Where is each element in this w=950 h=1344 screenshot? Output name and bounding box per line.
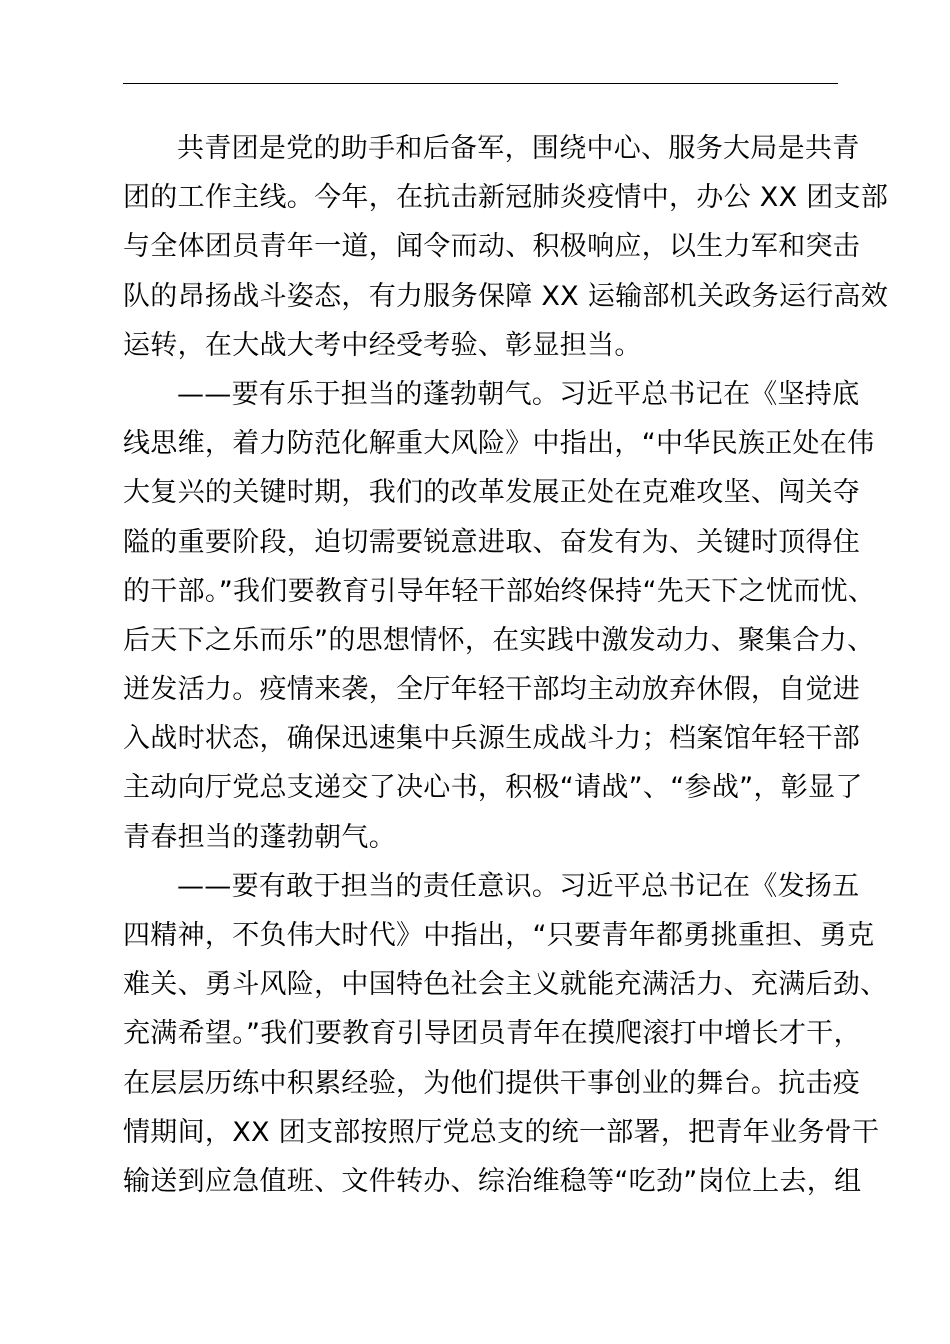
text-line: 四精神，不负伟大时代》中指出，“只要青年都勇挑重担、勇克 <box>123 920 875 951</box>
text-line: 输送到应急值班、文件转办、综治维稳等“吃劲”岗位上去，组 <box>123 1165 862 1197</box>
text-line: 入战时状态，确保迅速集中兵源生成战斗力；档案馆年轻干部 <box>123 723 861 755</box>
text-line: 情期间，XX 团支部按照厅党总支的统一部署，把青年业务骨干 <box>123 1116 880 1148</box>
text-line: 与全体团员青年一道，闻令而动、积极响应，以生力军和突击 <box>123 231 861 263</box>
text-line: 在层层历练中积累经验，为他们提供干事创业的舞台。抗击疫 <box>123 1067 861 1099</box>
text-line: 难关、勇斗风险，中国特色社会主义就能充满活力、充满后劲、 <box>123 969 888 1001</box>
text-line: 隘的重要阶段，迫切需要锐意进取、奋发有为、关键时顶得住 <box>123 526 861 558</box>
text-line: 运转，在大战大考中经受考验、彰显担当。 <box>123 329 642 361</box>
text-line: 共青团是党的助手和后备军，围绕中心、服务大局是共青 <box>177 133 860 164</box>
text-line: 主动向厅党总支递交了决心书，积极“请战”、“参战”，彰显了 <box>123 772 863 804</box>
text-line: ——要有敢于担当的责任意识。习近平总书记在《发扬五 <box>177 870 860 902</box>
text-line: 队的昂扬战斗姿态，有力服务保障 XX 运输部机关政务运行高效 <box>123 280 889 312</box>
text-line: 青春担当的蓬勃朝气。 <box>123 821 396 853</box>
text-line: 迸发活力。疫情来袭，全厅年轻干部均主动放弃休假，自觉进 <box>123 674 861 706</box>
text-line: 后天下之乐而乐”的思想情怀，在实践中激发动力、聚集合力、 <box>123 624 875 656</box>
header-rule <box>123 83 838 84</box>
paragraph-1 <box>123 124 889 370</box>
document-body <box>123 124 889 1206</box>
text-line: ——要有乐于担当的蓬勃朝气。习近平总书记在《坚持底 <box>177 378 860 410</box>
text-line: 充满希望。”我们要教育引导团员青年在摸爬滚打中增长才干， <box>123 1018 861 1050</box>
text-line: 团的工作主线。今年，在抗击新冠肺炎疫情中，办公 XX 团支部 <box>123 182 889 214</box>
text-line: 线思维，着力防范化解重大风险》中指出，“中华民族正处在伟 <box>123 428 875 460</box>
paragraph-2 <box>123 370 876 862</box>
text-line: 大复兴的关键时期，我们的改革发展正处在克难攻坚、闯关夺 <box>123 477 861 509</box>
paragraph-3 <box>123 862 888 1206</box>
text-line: 的干部。”我们要教育引导年轻干部始终保持“先天下之忧而忧、 <box>123 575 876 607</box>
